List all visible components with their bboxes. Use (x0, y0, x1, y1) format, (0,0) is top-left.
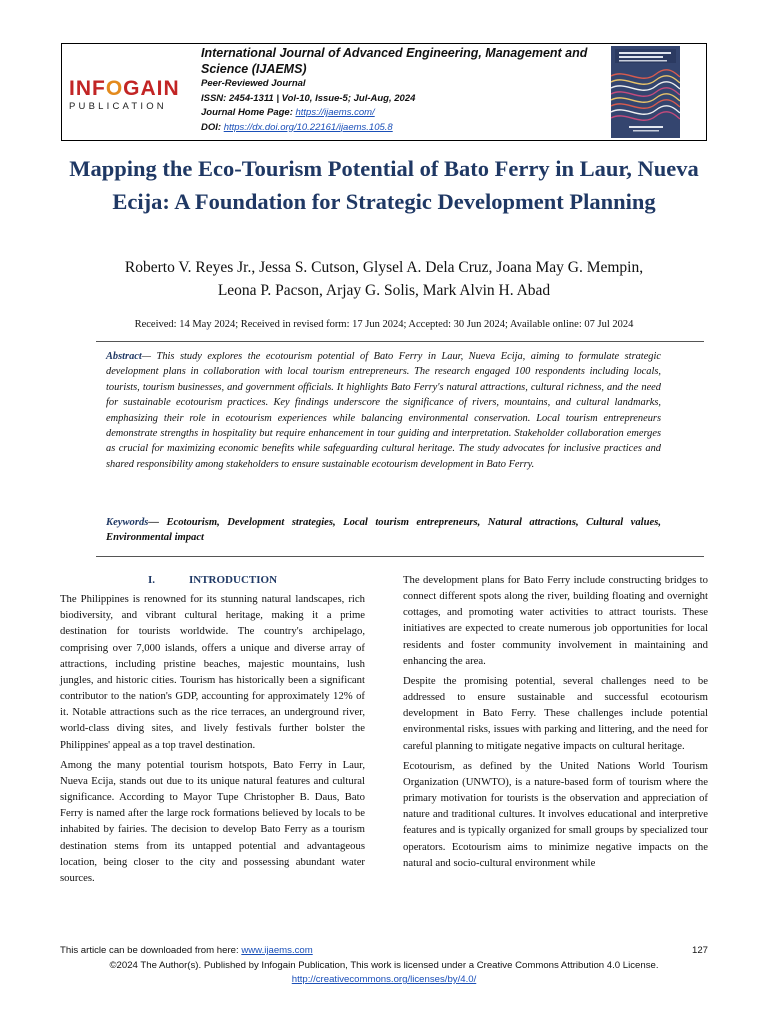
paragraph: The development plans for Bato Ferry include constructing bridges to connect different spots along the river, building floating and overnight cottages, and promoting water activities to attract tourists. These initiatives are expected to create numerous job opportunities for local residents and foster community involvement in maintaining and enhancing the area. (403, 574, 708, 667)
keywords-text: — Ecotourism, Development strategies, Local tourism entrepreneurs, Natural attractions, Cultural values, Environmental impact (106, 517, 661, 544)
doi-label: DOI: (201, 121, 224, 133)
journal-info (201, 44, 591, 135)
homepage-label: Journal Home Page: (201, 107, 296, 118)
column-left (60, 572, 365, 890)
paragraph: The Philippines is renowned for its stunning natural landscapes, rich biodiversity, and vibrant cultural heritage, making it a prime destination for tourists worldwide. The country's archipelago, comprising over 7,000 islands, offers a unique and diverse array of attractions, including pristine beaches, majestic mountains, lush jungles, and historic cities. Tourism has historically been a significant contributor to the nation's GDP, accounting for approximately 12% of it. Notable attractions such as the rice terraces, an underground river, world-class diving sites, and lively festivals further bolster the Philippines' appeal as a top travel destination. (60, 593, 365, 751)
journal-cover-image (611, 46, 680, 138)
keywords-label: Keywords (106, 517, 149, 528)
logo-text-o: O (105, 77, 124, 100)
homepage-line (201, 106, 591, 121)
footer-row (60, 944, 708, 959)
abstract (106, 349, 661, 472)
divider-top (96, 341, 704, 342)
download-link[interactable]: www.ijaems.com (241, 945, 313, 956)
issn-line: ISSN: 2454-1311 | Vol-10, Issue-5; Jul-Aug, 2024 (201, 92, 416, 104)
paragraph: Among the many potential tourism hotspots, Bato Ferry in Laur, Nueva Ecija, stands out due to its unique natural features and cultural significance. According to Mayor Tupe Christopher B. Daus, Bato Ferry is named after the large rock formations believed by locals to be inhabited by fairies. The decision to develop Bato Ferry as a tourism destination stems from its untapped potential and advantageous location, being closer to the city and possessing abundant water sources. (60, 758, 365, 884)
divider-bottom (96, 556, 704, 557)
authors-line-2: Leona P. Pacson, Arjay G. Solis, Mark Alvin H. Abad (217, 282, 551, 299)
paragraph: Ecotourism, as defined by the United Nations World Tourism Organization (UNWTO), is a nature-based form of tourism where the primary motivation for tourists is the observation and appreciation of nature and traditional cultures. It involves educational and interpretive features and is typically organized for small groups by specialized tour operators. Ecotourism aims to minimize negative impacts on the natural and socio-cultural environment while (403, 759, 708, 869)
received-dates: Received: 14 May 2024; Received in revised form: 17 Jun 2024; Accepted: 30 Jun 2024; Available online: 07 Jul 2024 (134, 319, 634, 330)
logo-subtitle: PUBLICATION (69, 101, 167, 112)
abstract-text: — This study explores the ecotourism potential of Bato Ferry in Laur, Nueva Ecija, aiming to formulate strategic development plans in collaboration with local tourism entrepreneurs. The research engaged 100 respondents including locals, tourists, tourism businesses, and government officials. It highlights Bato Ferry's natural attractions, cultural richness, and the need for sustainable ecotourism practices. Key findings underscore the significance of rivers, mountains, and cultural landmarks, emphasizing their role in ecotourism experiences while balancing environmental conservation. Local tourism entrepreneurs demonstrate strengths in hospitality but require enhancement in tour guiding and interpretation. Stakeholder collaboration emerges as crucial for maximizing economic benefits while safeguarding cultural heritage. The study advocates for inclusive practices and shared responsibility among stakeholders to ensure sustainable ecotourism development in Bato Ferry. (106, 351, 661, 470)
abstract-label: Abstract (106, 351, 142, 362)
authors-line-1: Roberto V. Reyes Jr., Jessa S. Cutson, Glysel A. Dela Cruz, Joana May G. Mempin, (124, 259, 644, 276)
logo-wordmark (69, 78, 189, 100)
author-list (40, 256, 728, 302)
paragraph: Despite the promising potential, several challenges need to be addressed to ensure sustainable and successful ecotourism development in Bato Ferry. These challenges include potential environmental risks, issues with parking and littering, and the need for careful planning to mitigate negative impacts on cultural heritage. (403, 674, 708, 752)
journal-header (61, 43, 707, 141)
keywords (106, 515, 661, 546)
license-link[interactable]: http://creativecommons.org/licenses/by/4.0/ (291, 974, 477, 985)
homepage-link[interactable]: https://ijaems.com/ (295, 107, 375, 118)
paper-title: Mapping the Eco-Tourism Potential of Bato Ferry in Laur, Nueva Ecija: A Foundation for Strategic Development Planning (69, 156, 699, 214)
page-footer (60, 944, 708, 988)
doi-line (201, 121, 591, 136)
copyright-notice: ©2024 The Author(s). Published by Infogain Publication, This work is licensed under a Creative Commons Attribution 4.0 License. (109, 959, 659, 971)
section-number: I. (147, 574, 155, 586)
column-right (403, 572, 708, 875)
doi-link[interactable]: https://dx.doi.org/10.22161/ijaems.105.8 (223, 121, 393, 133)
download-line (60, 944, 313, 959)
publisher-logo (69, 78, 189, 112)
logo-text-c: GAIN (123, 77, 180, 100)
license-line (60, 973, 708, 988)
peer-reviewed-label: Peer-Reviewed Journal (201, 78, 306, 89)
logo-text-a: INF (69, 77, 106, 100)
download-label: This article can be downloaded from here: (60, 945, 242, 956)
section-heading (60, 572, 365, 588)
journal-title: International Journal of Advanced Engineering, Management and Science (IJAEMS) (201, 46, 588, 76)
page-number: 127 (691, 945, 708, 956)
section-title: INTRODUCTION (189, 574, 278, 586)
